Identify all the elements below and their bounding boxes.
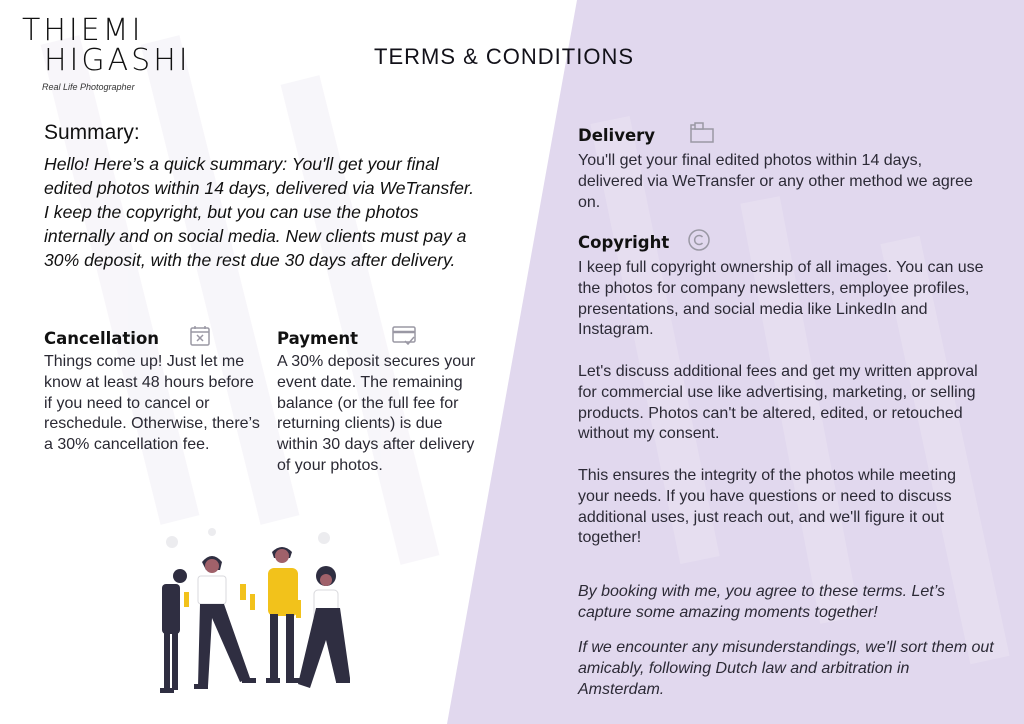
card-check-icon bbox=[392, 325, 418, 351]
page-title: TERMS & CONDITIONS bbox=[374, 44, 635, 69]
copyright-text bbox=[578, 258, 988, 549]
payment-title: Payment bbox=[277, 328, 359, 348]
payment-section bbox=[277, 326, 481, 477]
brand-logo bbox=[22, 13, 191, 92]
brand-name-line1: THIEMI bbox=[22, 13, 144, 48]
delivery-section bbox=[578, 123, 988, 213]
copyright-paragraph-2: Let's discuss additional fees and get my written approval for commercial use like advertising, marketing, or selling products. Photos can't be altered, edited, or retouched without my consent. bbox=[578, 362, 978, 443]
copyright-section bbox=[578, 230, 988, 570]
closing-law-text: If we encounter any misunderstandings, we'll sort them out amicably, following Dutch law and arbitration in Amsterdam. bbox=[578, 639, 994, 698]
closing-agree-text: By booking with me, you agree to these terms. Let’s capture some amazing moments together! bbox=[578, 583, 946, 621]
copyright-paragraph-3: This ensures the integrity of the photos while meeting your needs. If you have questions or need to discuss additional uses, just reach out, and we'll figure it out together! bbox=[578, 466, 956, 547]
brand-name-line2: HIGASHI bbox=[44, 43, 191, 78]
cancellation-text: Things come up! Just let me know at least 48 hours before if you need to cancel or reschedule. Otherwise, there’s a 30% cancellation fee. bbox=[44, 353, 260, 454]
payment-text: A 30% deposit secures your event date. The remaining balance (or the full fee for returning clients) is due within 30 days after delivery of your photos. bbox=[277, 353, 476, 474]
people-toasting-illustration bbox=[150, 528, 360, 704]
folder-icon bbox=[689, 122, 715, 148]
copyright-icon bbox=[687, 228, 711, 256]
copyright-paragraph-1: I keep full copyright ownership of all images. You can use the photos for company newsletters, employee profiles, presentations, and social media like LinkedIn and Instagram. bbox=[578, 259, 984, 339]
summary-title: Summary: bbox=[44, 121, 140, 144]
calendar-x-icon bbox=[189, 325, 211, 351]
cancellation-section bbox=[44, 326, 266, 456]
delivery-title: Delivery bbox=[578, 125, 656, 145]
copyright-title: Copyright bbox=[578, 232, 670, 252]
summary-text: Hello! Here’s a quick summary: You'll get your final edited photos within 14 days, delivered via WeTransfer. I keep the copyright, but you can use the photos internally and on social media. New clients must pay a 30% deposit, with the rest due 30 days after delivery. bbox=[44, 154, 474, 270]
brand-tagline: Real Life Photographer bbox=[42, 82, 135, 92]
cancellation-title: Cancellation bbox=[44, 328, 160, 348]
delivery-text: You'll get your final edited photos within 14 days, delivered via WeTransfer or any other method we agree on. bbox=[578, 152, 973, 211]
